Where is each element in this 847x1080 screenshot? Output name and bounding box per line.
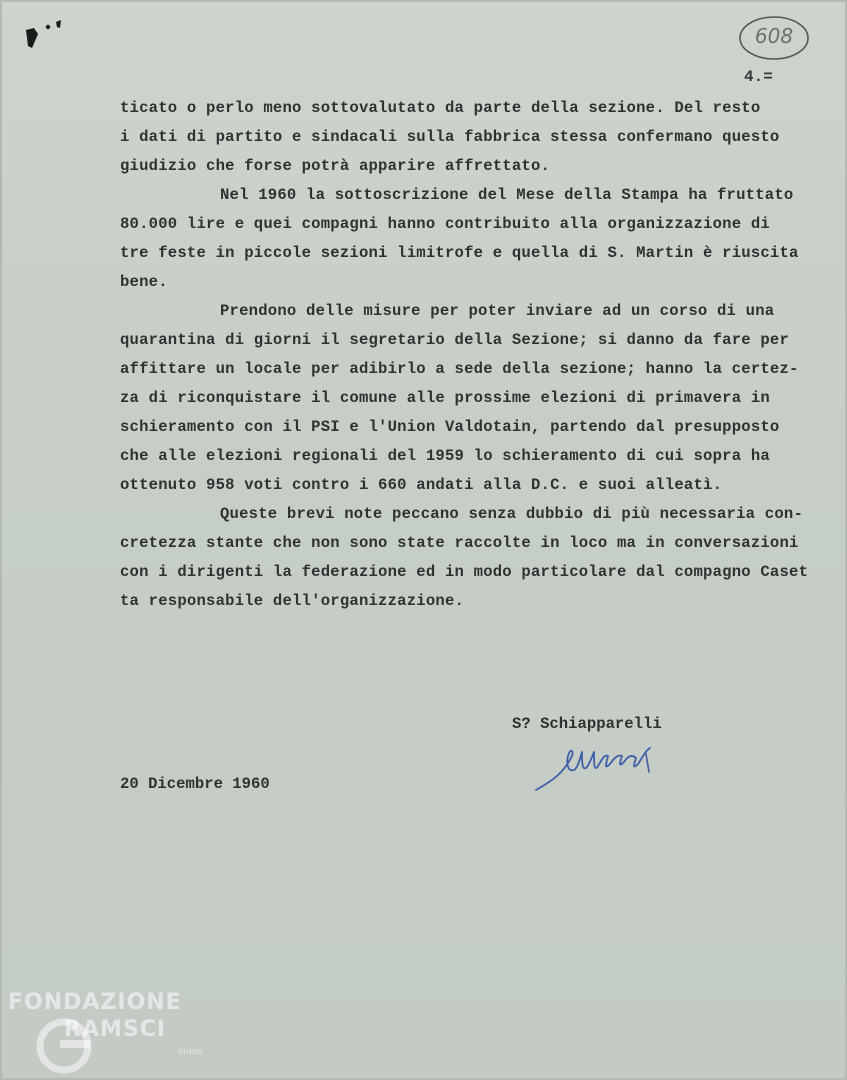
watermark-text: RAMSCI <box>64 1017 167 1042</box>
text-line: che alle elezioni regionali del 1959 lo schieramento di cui sopra ha <box>120 447 770 465</box>
text-line: schieramento con il PSI e l'Union Valdotain, partendo dal presupposto <box>120 418 780 436</box>
text-line: con i dirigenti la federazione ed in modo particolare dal compagno Caset <box>120 563 809 581</box>
watermark-text: FONDAZIONE <box>8 990 182 1015</box>
text-line: Prendono delle misure per poter inviare ad un corso di una <box>220 302 775 320</box>
text-line: giudizio che forse potrà apparire affrettato. <box>120 157 551 175</box>
text-line: za di riconquistare il comune alle prossime elezioni di primavera in <box>120 389 770 407</box>
text-line: ticato o perlo meno sottovalutato da parte della sezione. Del resto <box>120 99 761 117</box>
ink-blot-mark <box>18 16 66 56</box>
text-line: Queste brevi note peccano senza dubbio di più necessaria con- <box>220 505 804 523</box>
text-line: ottenuto 958 voti contro i 660 andati alla D.C. e suoi alleatì. <box>120 476 723 494</box>
text-line: tre feste in piccole sezioni limitrofe e quella di S. Martin è riuscita <box>120 244 799 262</box>
handwritten-signature <box>534 742 656 794</box>
letter-body <box>120 94 836 616</box>
letter-date: 20 Dicembre 1960 <box>120 775 270 793</box>
signature-block <box>512 715 662 733</box>
text-line: bene. <box>120 273 168 291</box>
text-line: i dati di partito e sindacali sulla fabbrica stessa confermano questo <box>120 128 780 146</box>
page-number: 4.= <box>744 68 773 86</box>
text-line: 80.000 lire e quei compagni hanno contribuito alla organizzazione di <box>120 215 770 233</box>
text-line: affittare un locale per adibirlo a sede della sezione; hanno la certez- <box>120 360 799 378</box>
text-line: Nel 1960 la sottoscrizione del Mese della Stampa ha fruttato <box>220 186 794 204</box>
watermark-text: onlus <box>178 1047 203 1057</box>
text-line: cretezza stante che non sono state raccolte in loco ma in conversazioni <box>120 534 799 552</box>
text-line: quarantina di giorni il segretario della Sezione; si danno da fare per <box>120 331 790 349</box>
signature-name: S? Schiapparelli <box>512 715 662 733</box>
text-line: ta responsabile dell'organizzazione. <box>120 592 465 610</box>
archive-number: 608 <box>754 24 794 48</box>
